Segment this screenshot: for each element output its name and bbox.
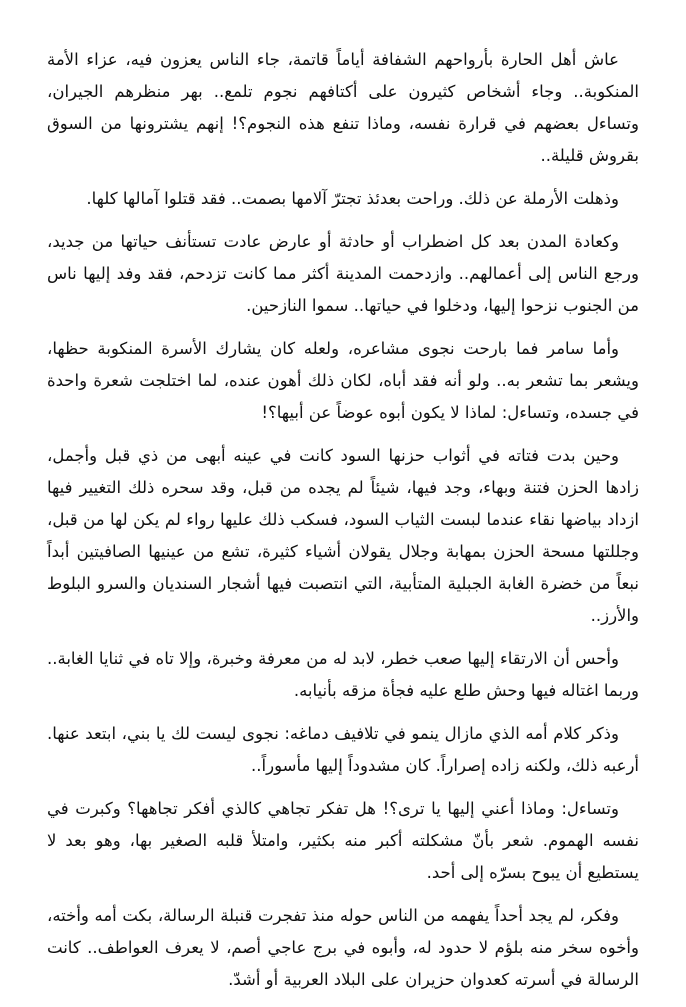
paragraph-2: وذهلت الأرملة عن ذلك. وراحت بعدئذ تجترّ آلامها بصمت.. فقد قتلوا آمالها كلها. bbox=[86, 189, 619, 208]
paragraph-6: وأحس أن الارتقاء إليها صعب خطر، لابد له من معرفة وخبرة، وإلا تاه في ثنايا الغابة.. وربما اغتاله فيها وحش طلع عليه فجأة مزقه بأنيابه. bbox=[47, 649, 639, 700]
paragraph-8: وتساءل: وماذا أعني إليها يا ترى؟! هل تفكر تجاهي كالذي أفكر تجاهها؟ وكبرت في نفسه الهموم. شعر بأنّ مشكلته أكبر منه بكثير، وامتلأ قلبه الصغير بها، وهو بعد لا يستطيع أن يبوح بسرّه إلى أحد. bbox=[47, 799, 639, 882]
paragraph-3: وكعادة المدن بعد كل اضطراب أو حادثة أو عارض عادت تستأنف حياتها من جديد، ورجع الناس إلى أعمالهم.. وازدحمت المدينة أكثر مما كانت تزدحم، فقد وفد إليها ناس من الجنوب نزحوا إليها، ودخلوا في حياتها.. سموا النازحين. bbox=[47, 232, 639, 315]
paragraph-7: وذكر كلام أمه الذي مازال ينمو في تلافيف دماغه: نجوى ليست لك يا بني، ابتعد عنها. أرعبه ذلك، ولكنه زاده إصراراً. كان مشدوداً إليها مأسوراً.. bbox=[47, 724, 639, 775]
paragraph-4: وأما سامر فما بارحت نجوى مشاعره، ولعله كان يشارك الأسرة المنكوبة حظها، ويشعر بما تشعر به.. ولو أنه فقد أباه، لكان ذلك أهون عنده، لما اختلجت شعرة واحدة في جسده، وتساءل: لماذا لا يكون أبوه عوضاً عن أبيها؟! bbox=[47, 339, 639, 422]
paragraph-1: عاش أهل الحارة بأرواحهم الشفافة أياماً قاتمة، جاء الناس يعزون فيه، عزاء الأمة المنكوبة.. وجاء أشخاص كثيرون على أكتافهم نجوم تلمع.. بهر منظرهم الجيران، وتساءل بعضهم في قرارة نفسه، وماذا تنفع هذه النجوم؟! إنهم يشترونها من السوق بقروش قليلة.. bbox=[47, 50, 639, 165]
paragraph-5: وحين بدت فتاته في أثواب حزنها السود كانت في عينه أبهى من ذي قبل وأجمل، زادها الحزن فتنة وبهاء، وجد فيها، شيئاً لم يجده من قبل، وقد سحره ذلك التغيير فيها ازداد بياضها نقاء عندما لبست الثياب السود، فسكب ذلك عليها رواء لم يكن لها من قبل، وجللتها مسحة الحزن بمهابة وجلال يقولان أشياء كثيرة، تشع من عينيها الصافيتين أبداً نبعاً من خضرة الغابة الجبلية المتأبية، التي انتصبت فيها أشجار السنديان والسرو البلوط والأرز.. bbox=[47, 446, 639, 625]
paragraph-9: وفكر، لم يجد أحداً يفهمه من الناس حوله منذ تفجرت قنبلة الرسالة، بكت أمه وأخته، وأخوه سخر منه بلؤم لا حدود له، وأبوه في برج عاجي أصم، لا يعرف العواطف.. كانت الرسالة في أسرته كعدوان حزيران على البلاد العربية أو أشدّ. bbox=[47, 906, 639, 989]
document-body bbox=[47, 44, 639, 1007]
